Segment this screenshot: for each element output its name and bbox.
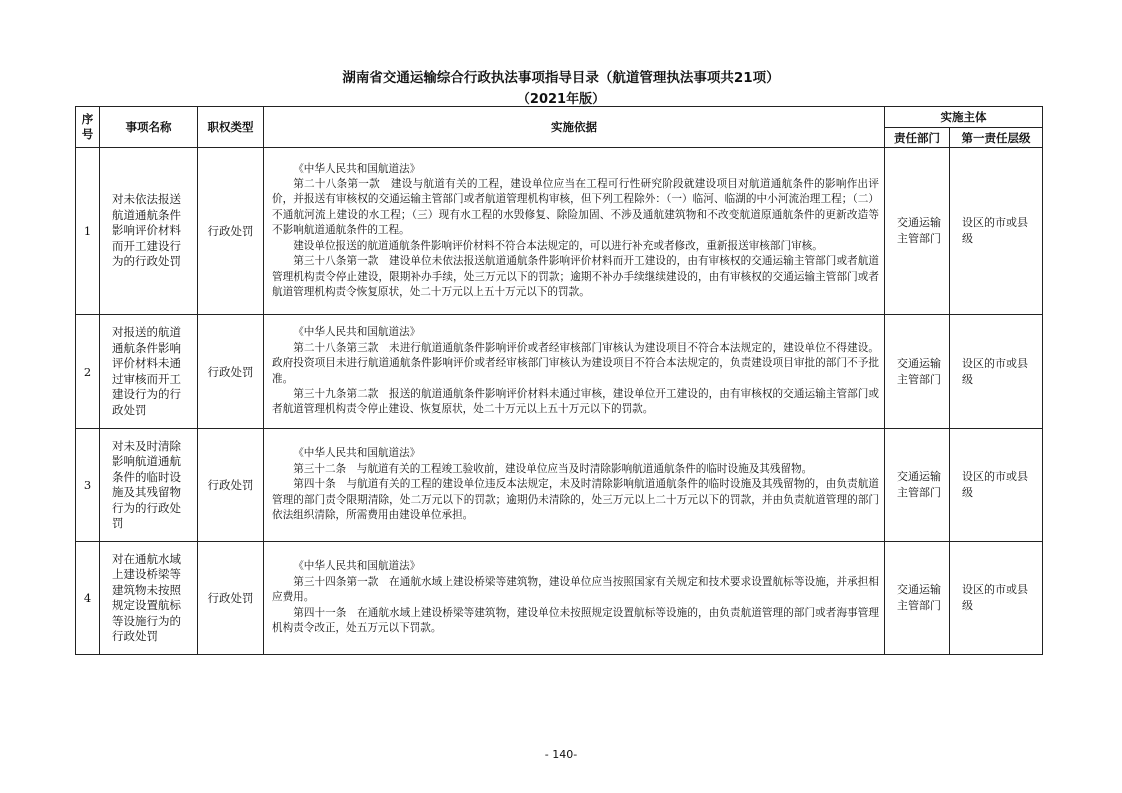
table-row bbox=[76, 429, 1043, 542]
row-basis bbox=[264, 315, 885, 429]
law-title: 《中华人民共和国航道法》 bbox=[293, 447, 421, 460]
law-title: 《中华人民共和国航道法》 bbox=[293, 560, 421, 573]
law-paragraph: 第三十八条第一款 建设单位未依法报送航道通航条件影响评价材料而开工建设的，由有审核权的交通运输主管部门或者航道管理机构责令停止建设，限期补办手续，处三万元以下的罚款；逾期不补办手续继续建设的，由有审核权的交通运输主管部门或者航道管理机构责令恢复原状，处二十万元以上五十万元以下的罚款。 bbox=[272, 255, 879, 298]
row-type: 行政处罚 bbox=[198, 429, 264, 542]
page-subtitle: （2021年版） bbox=[516, 92, 606, 107]
law-paragraph: 第二十八条第一款 建设与航道有关的工程，建设单位应当在工程可行性研究阶段就建设项目对航道通航条件的影响作出评价，并报送有审核权的交通运输主管部门或者航道管理机构审核，但下列工程除外：（一）临河、临湖的中小河流治理工程；（二）不通航河流上建设的水工程；（三）现有水工程的水毁修复、除险加固、不涉及通航建筑物和不改变航道原通航条件的更新改造等不影响航道通航条件的工程。 bbox=[272, 178, 879, 237]
header-seq: 序号 bbox=[76, 107, 100, 148]
header-dept: 责任部门 bbox=[885, 128, 950, 148]
header-name: 事项名称 bbox=[100, 107, 198, 148]
law-paragraph: 建设单位报送的航道通航条件影响评价材料不符合本法规定的，可以进行补充或者修改，重新报送审核部门审核。 bbox=[293, 239, 823, 252]
header-type: 职权类型 bbox=[198, 107, 264, 148]
row-type: 行政处罚 bbox=[198, 148, 264, 315]
table-row bbox=[76, 148, 1043, 315]
law-paragraph: 第四十条 与航道有关的工程的建设单位违反本法规定，未及时清除影响航道通航条件的临时设施及其残留物的，由负责航道管理的部门责令限期清除，处二万元以下的罚款；逾期仍未清除的，处三万元以上二十万元以下的罚款，并由负责航道管理的部门依法组织清除，所需费用由建设单位承担。 bbox=[272, 478, 879, 522]
row-level: 设区的市或县级 bbox=[950, 542, 1043, 655]
row-basis bbox=[264, 429, 885, 542]
enforcement-table bbox=[75, 106, 1043, 655]
law-title: 《中华人民共和国航道法》 bbox=[293, 162, 421, 175]
law-title: 《中华人民共和国航道法》 bbox=[293, 326, 421, 339]
header-basis: 实施依据 bbox=[264, 107, 885, 148]
law-paragraph: 第三十四条第一款 在通航水域上建设桥梁等建筑物，建设单位应当按照国家有关规定和技术要求设置航标等设施，并承担相应费用。 bbox=[272, 575, 879, 604]
page-number: - 140- bbox=[544, 748, 578, 761]
header-subject: 实施主体 bbox=[885, 107, 1043, 128]
row-name: 对未依法报送航道通航条件影响评价材料而开工建设行为的行政处罚 bbox=[100, 148, 198, 315]
row-level: 设区的市或县级 bbox=[950, 148, 1043, 315]
law-paragraph: 第三十九条第二款 报送的航道通航条件影响评价材料未通过审核，建设单位开工建设的，由有审核权的交通运输主管部门或者航道管理机构责令停止建设、恢复原状，处二十万元以上五十万元以下的罚款。 bbox=[272, 387, 879, 416]
law-paragraph: 第三十二条 与航道有关的工程竣工验收前，建设单位应当及时清除影响航道通航条件的临时设施及其残留物。 bbox=[293, 462, 813, 475]
row-dept: 交通运输主管部门 bbox=[885, 148, 950, 315]
row-dept: 交通运输主管部门 bbox=[885, 315, 950, 429]
row-dept: 交通运输主管部门 bbox=[885, 542, 950, 655]
row-name: 对未及时清除影响航道通航条件的临时设施及其残留物行为的行政处罚 bbox=[100, 429, 198, 542]
table-row bbox=[76, 542, 1043, 655]
row-dept: 交通运输主管部门 bbox=[885, 429, 950, 542]
row-seq: 3 bbox=[76, 429, 100, 542]
row-type: 行政处罚 bbox=[198, 542, 264, 655]
header-level: 第一责任层级 bbox=[950, 128, 1043, 148]
row-basis bbox=[264, 148, 885, 315]
table-row bbox=[76, 315, 1043, 429]
header-row bbox=[76, 107, 1043, 128]
page-title: 湖南省交通运输综合行政执法事项指导目录（航道管理执法事项共21项） bbox=[342, 70, 780, 86]
law-paragraph: 第二十八条第三款 未进行航道通航条件影响评价或者经审核部门审核认为建设项目不符合本法规定的，建设单位不得建设。政府投资项目未进行航道通航条件影响评价或者经审核部门审核认为建设项目不符合本法规定的，负责建设项目审批的部门不予批准。 bbox=[272, 341, 879, 385]
row-seq: 1 bbox=[76, 148, 100, 315]
law-paragraph: 第四十一条 在通航水域上建设桥梁等建筑物，建设单位未按照规定设置航标等设施的，由负责航道管理的部门或者海事管理机构责令改正，处五万元以下罚款。 bbox=[272, 606, 879, 635]
row-seq: 4 bbox=[76, 542, 100, 655]
row-basis bbox=[264, 542, 885, 655]
row-type: 行政处罚 bbox=[198, 315, 264, 429]
row-name: 对报送的航道通航条件影响评价材料未通过审核而开工建设行为的行政处罚 bbox=[100, 315, 198, 429]
row-seq: 2 bbox=[76, 315, 100, 429]
row-level: 设区的市或县级 bbox=[950, 429, 1043, 542]
row-name: 对在通航水域上建设桥梁等建筑物未按照规定设置航标等设施行为的行政处罚 bbox=[100, 542, 198, 655]
row-level: 设区的市或县级 bbox=[950, 315, 1043, 429]
